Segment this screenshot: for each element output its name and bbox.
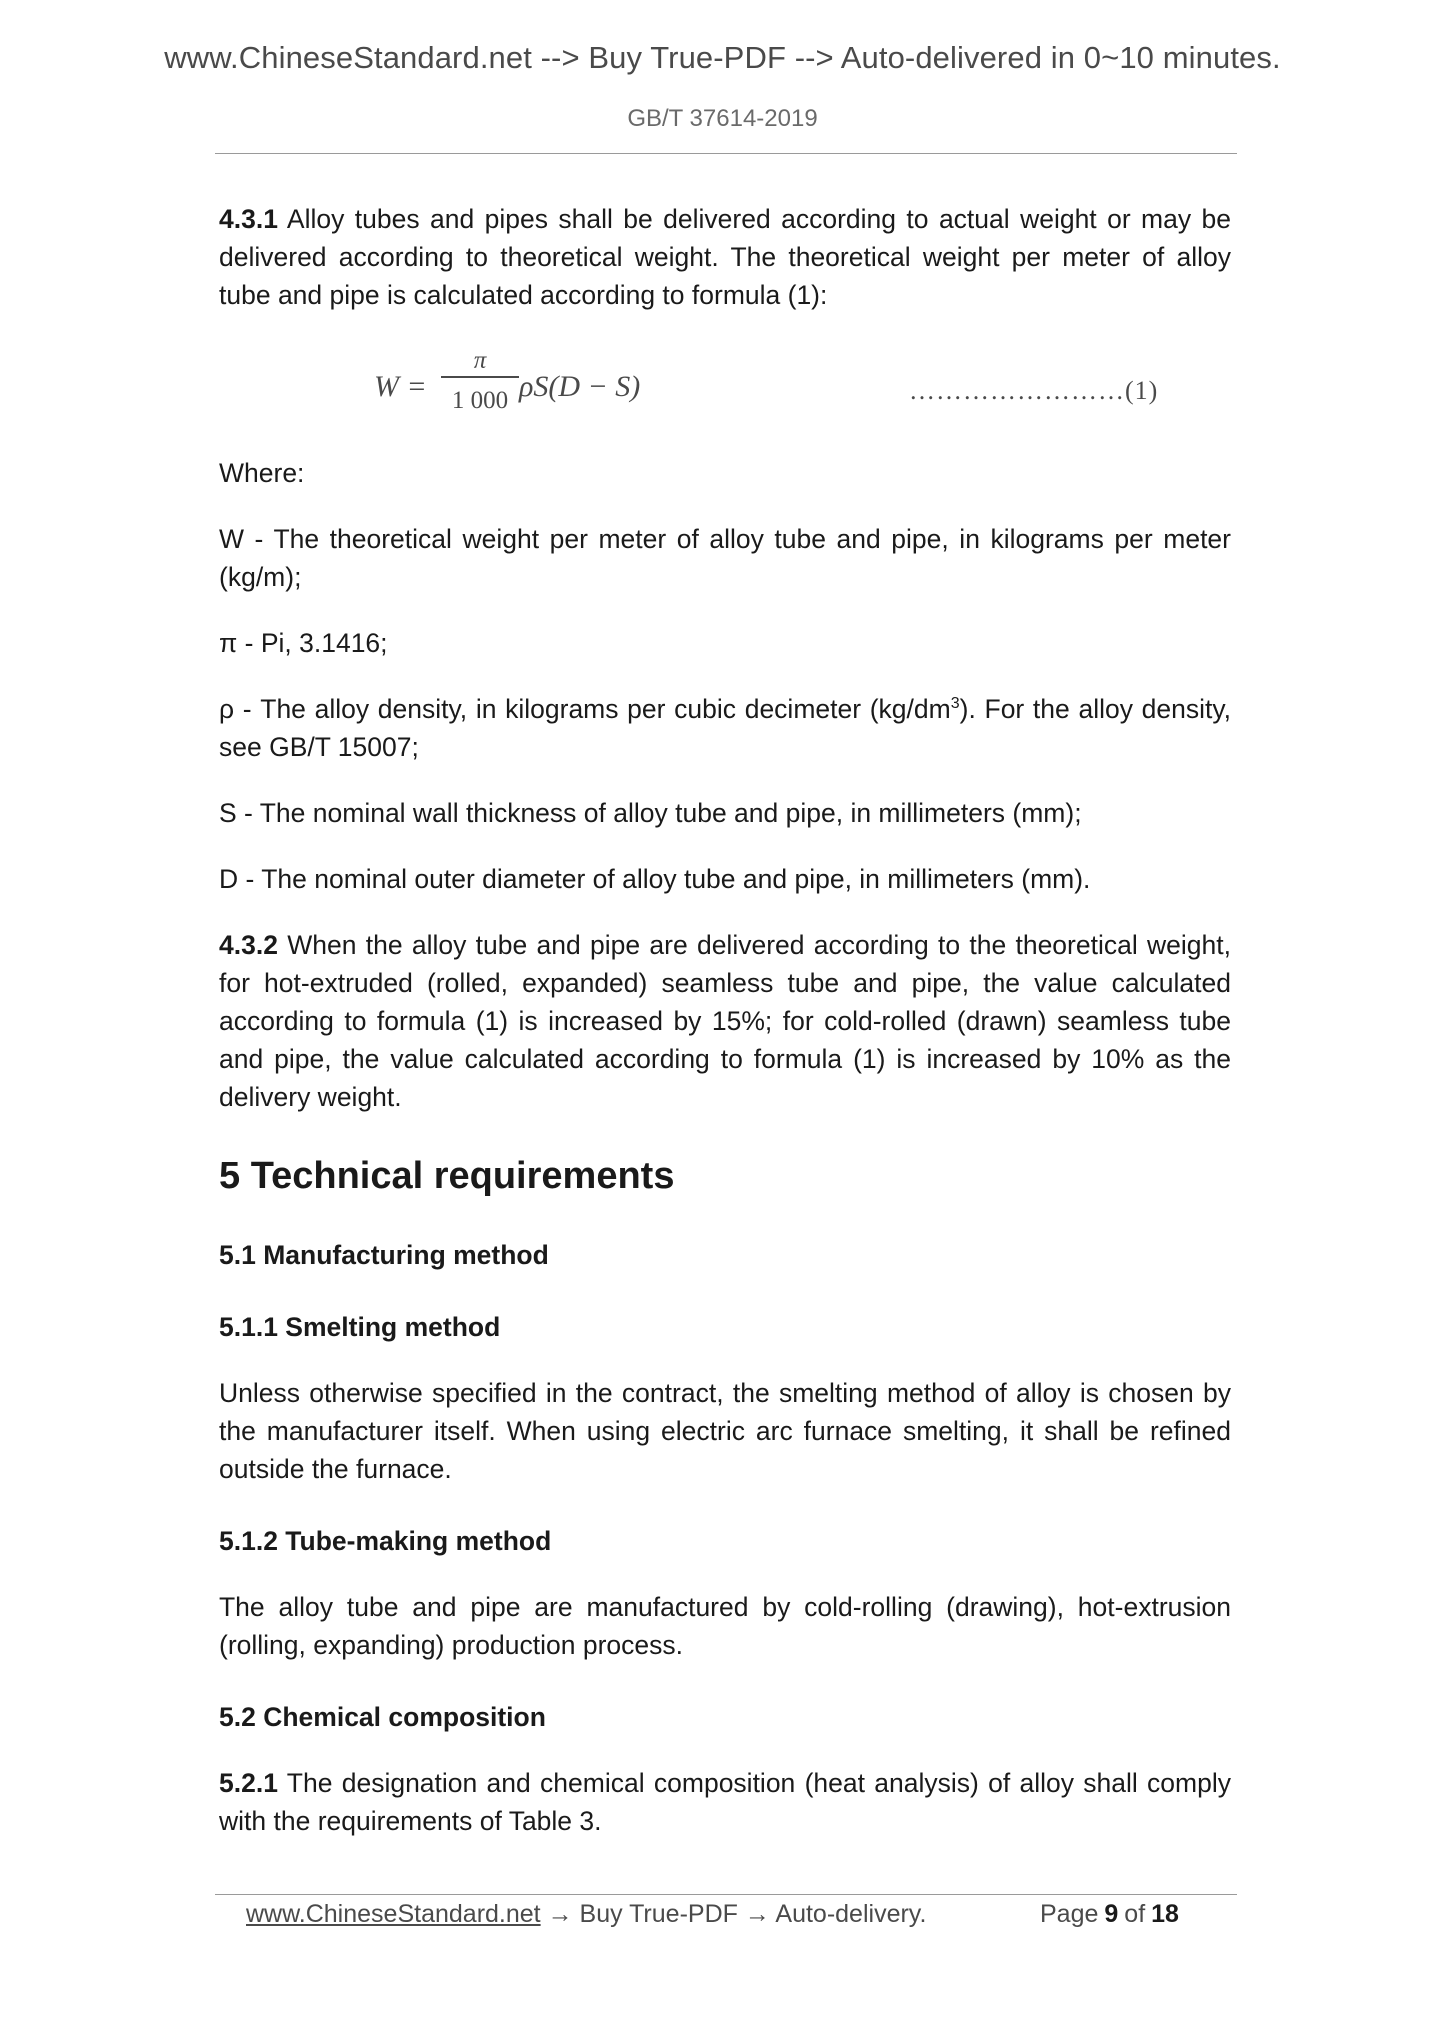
- rho-text-after: ). For the alloy density, see GB/T 15007;: [219, 694, 1231, 762]
- where-label: Where:: [219, 458, 305, 488]
- section-heading-5: 5 Technical requirements: [219, 1155, 675, 1197]
- clause-text: The designation and chemical composition (heat analysis) of alloy shall comply with the requirements of Table 3.: [219, 1768, 1231, 1836]
- clause-number: 5.2.1: [219, 1768, 278, 1798]
- formula-numerator: π: [473, 347, 487, 374]
- footer-divider: [215, 1894, 1237, 1895]
- clause-4-3-2: [219, 926, 1231, 1116]
- clause-text: When the alloy tube and pipe are delivered according to the theoretical weight, for hot-extruded (rolled, expanded) seamless tube and pipe, the value calculated according to formula (1) is increased by 15%; for cold-rolled (drawn) seamless tube and pipe, the value calculated according to formula (1) is increased by 10% as the delivery weight.: [219, 930, 1231, 1112]
- clause-number: 4.3.1: [219, 204, 278, 234]
- footer-text: → Buy True-PDF → Auto-delivery.: [540, 1900, 927, 1928]
- paragraph-smelting: Unless otherwise specified in the contract, the smelting method of alloy is chosen by the manufacturer itself. When using electric arc furnace smelting, it shall be refined outside the furnace.: [219, 1378, 1231, 1484]
- clause-text: Alloy tubes and pipes shall be delivered according to actual weight or may be delivered according to theoretical weight. The theoretical weight per meter of alloy tube and pipe is calculated according to formula (1):: [219, 204, 1231, 310]
- formula-1: [219, 338, 1231, 434]
- footer: [246, 1900, 926, 1929]
- formula-rhs: ρS(D − S): [519, 370, 641, 403]
- rho-superscript: 3: [950, 695, 960, 713]
- paragraph-tube-making: The alloy tube and pipe are manufactured by cold-rolling (drawing), hot-extrusion (rolling, expanding) production process.: [219, 1592, 1231, 1660]
- rho-text-before: ρ - The alloy density, in kilograms per cubic decimeter (kg/dm: [219, 694, 951, 724]
- footer-link[interactable]: www.ChineseStandard.net: [246, 1900, 541, 1928]
- definition-d: D - The nominal outer diameter of alloy tube and pipe, in millimeters (mm).: [219, 864, 1091, 894]
- clause-5-2-1: [219, 1764, 1231, 1840]
- page-current: 9: [1104, 1900, 1119, 1928]
- page-total: 18: [1151, 1900, 1179, 1928]
- standard-number: GB/T 37614-2019: [627, 105, 818, 132]
- banner-text: www.ChineseStandard.net --> Buy True-PDF --> Auto-delivered in 0~10 minutes.: [164, 40, 1281, 75]
- clause-number: 4.3.2: [219, 930, 278, 960]
- definition-w: W - The theoretical weight per meter of alloy tube and pipe, in kilograms per meter (kg/m);: [219, 524, 1231, 592]
- formula-reference: ……………………(1): [909, 376, 1159, 405]
- formula-denominator: 1 000: [451, 386, 509, 414]
- fraction-bar: [441, 376, 519, 378]
- formula-fraction: [439, 342, 521, 420]
- subsection-heading-5-1-1: 5.1.1 Smelting method: [219, 1312, 501, 1342]
- header-divider: [215, 153, 1237, 154]
- definition-s: S - The nominal wall thickness of alloy tube and pipe, in millimeters (mm);: [219, 798, 1082, 828]
- subsection-heading-5-1: 5.1 Manufacturing method: [219, 1240, 549, 1270]
- page-number: [1040, 1900, 1185, 1929]
- subsection-heading-5-1-2: 5.1.2 Tube-making method: [219, 1526, 552, 1556]
- subsection-heading-5-2: 5.2 Chemical composition: [219, 1702, 546, 1732]
- page-label: Page: [1040, 1900, 1099, 1928]
- definition-rho: [219, 690, 1231, 766]
- clause-4-3-1: [219, 200, 1231, 314]
- definition-pi: π - Pi, 3.1416;: [219, 628, 388, 658]
- document-body: [219, 200, 1231, 1840]
- formula-lhs: W =: [374, 370, 427, 403]
- page-of: of: [1124, 1900, 1146, 1928]
